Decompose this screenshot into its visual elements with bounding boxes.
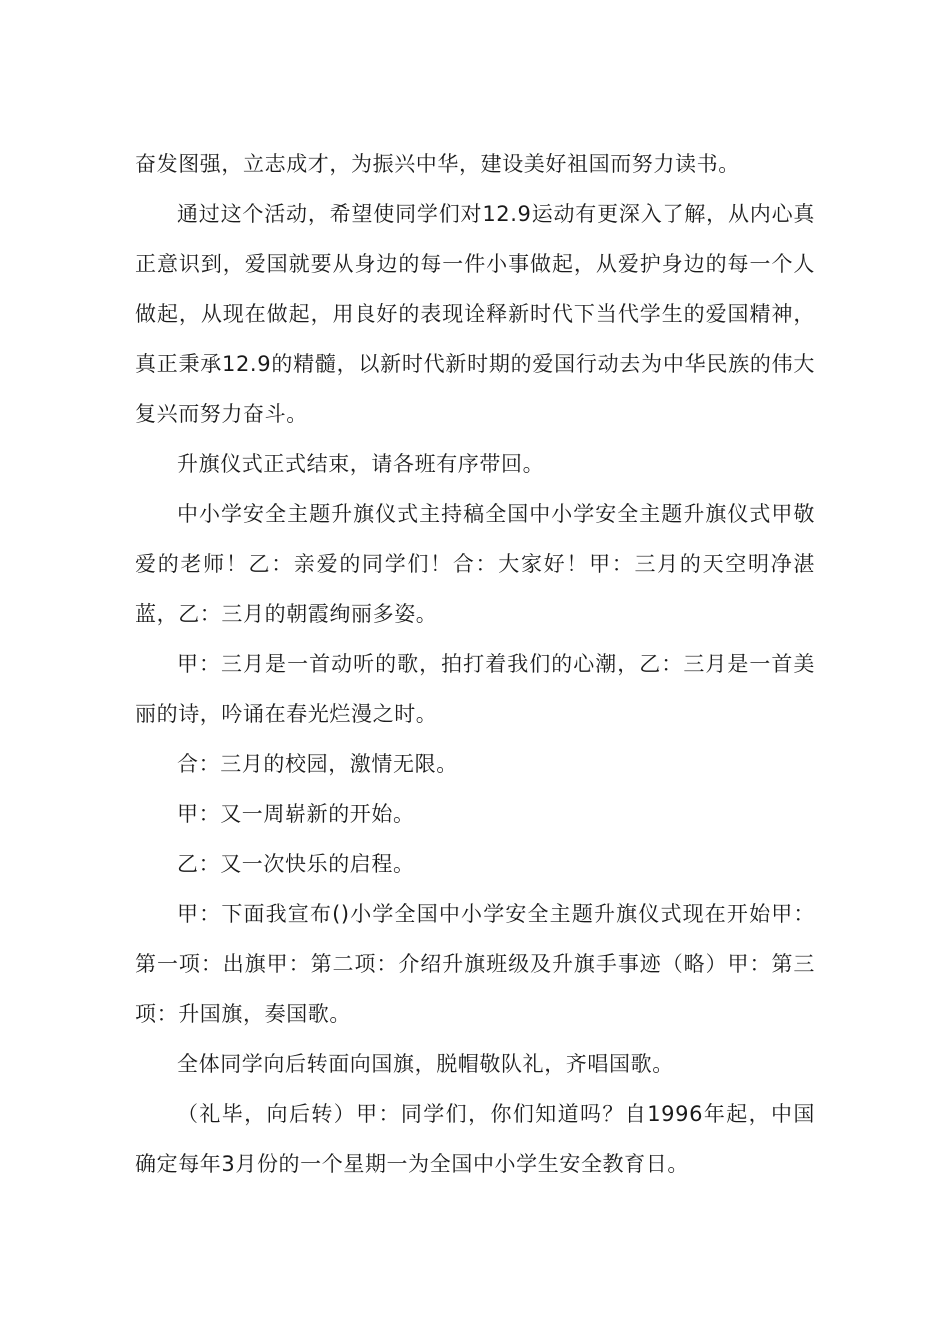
paragraph-10: 全体同学向后转面向国旗，脱帽敬队礼，齐唱国歌。 [177, 1052, 674, 1076]
document-body [135, 139, 815, 1189]
paragraph-3: 升旗仪式正式结束，请各班有序带回。 [177, 452, 545, 476]
paragraph-1: 奋发图强，立志成才，为振兴中华，建设美好祖国而努力读书。 [135, 152, 740, 176]
paragraph-11: （礼毕，向后转）甲：同学们，你们知道吗？自1996年起，中国确定每年3月份的一个星期一为全国中小学生安全教育日。 [135, 1102, 815, 1176]
paragraph-9: 甲：下面我宣布()小学全国中小学安全主题升旗仪式现在开始甲：第一项：出旗甲：第二项：介绍升旗班级及升旗手事迹（略）甲：第三项：升国旗，奏国歌。 [135, 902, 815, 1026]
paragraph-2: 通过这个活动，希望使同学们对12.9运动有更深入了解，从内心真正意识到，爱国就要从身边的每一件小事做起，从爱护身边的每一个人做起，从现在做起，用良好的表现诠释新时代下当代学生的爱国精神，真正秉承12.9的精髓，以新时代新时期的爱国行动去为中华民族的伟大复兴而努力奋斗。 [135, 202, 815, 426]
paragraph-7: 甲：又一周崭新的开始。 [177, 802, 415, 826]
paragraph-5: 甲：三月是一首动听的歌，拍打着我们的心潮，乙：三月是一首美丽的诗，吟诵在春光烂漫之时。 [135, 652, 815, 726]
paragraph-6: 合：三月的校园，激情无限。 [177, 752, 458, 776]
paragraph-8: 乙：又一次快乐的启程。 [177, 852, 415, 876]
paragraph-4: 中小学安全主题升旗仪式主持稿全国中小学安全主题升旗仪式甲敬爱的老师！乙：亲爱的同学们！合：大家好！甲：三月的天空明净湛蓝，乙：三月的朝霞绚丽多姿。 [135, 502, 815, 626]
